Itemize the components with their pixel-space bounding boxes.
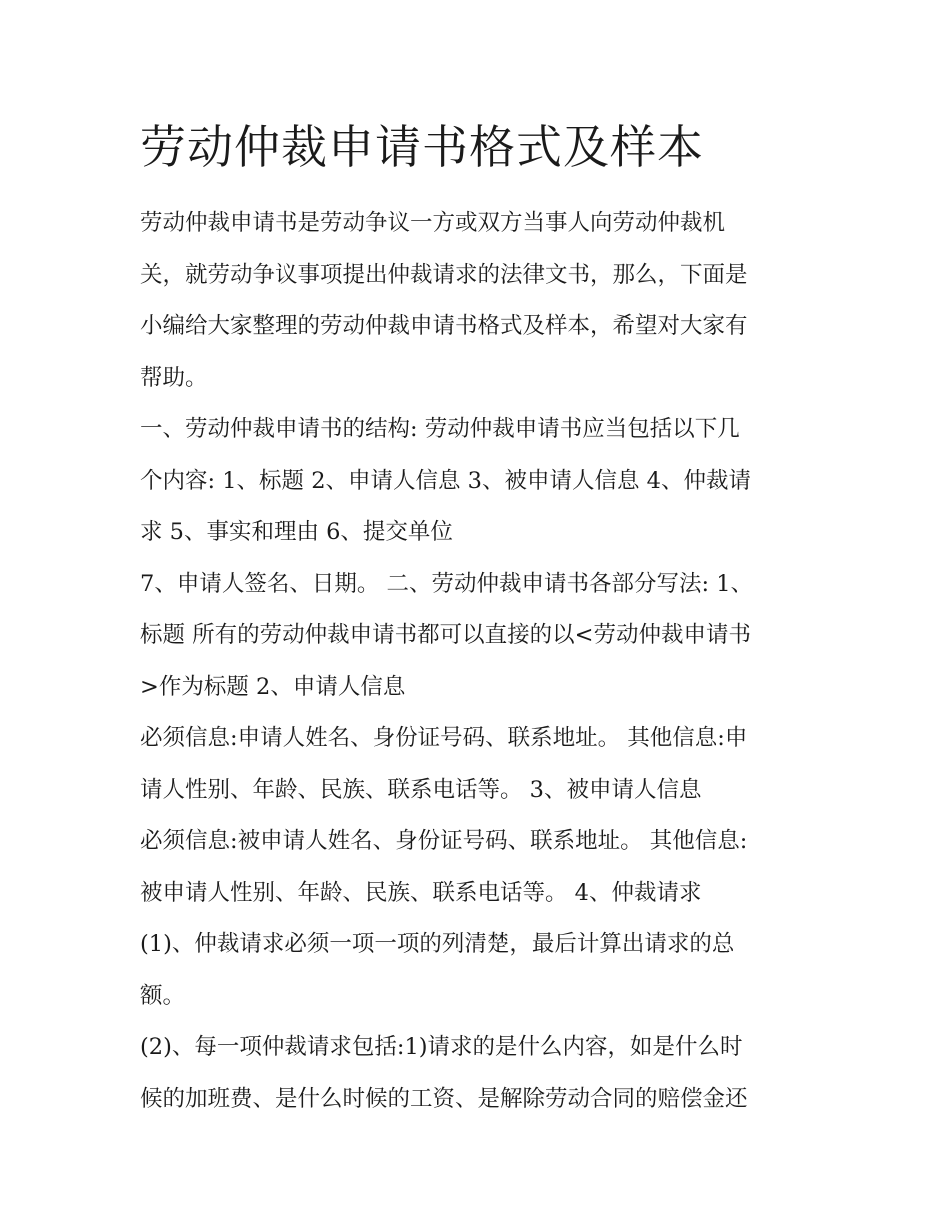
body-line: (2)、每一项仲裁请求包括:1)请求的是什么内容，如是什么时: [140, 1034, 743, 1060]
body-line: 必须信息:被申请人姓名、身份证号码、联系地址。 其他信息:: [140, 828, 748, 854]
document-body: [140, 198, 820, 1125]
body-line: 标题 所有的劳动仲裁申请书都可以直接的以<劳动仲裁申请书: [140, 622, 752, 648]
body-line: 候的加班费、是什么时候的工资、是解除劳动合同的赔偿金还: [140, 1085, 748, 1112]
document-title: 劳动仲裁申请书格式及样本: [140, 120, 704, 174]
body-line: 7、申请人签名、日期。 二、劳动仲裁申请书各部分写法: 1、: [140, 570, 754, 597]
body-line: 求 5、事实和理由 6、提交单位: [140, 519, 453, 545]
body-line: 必须信息:申请人姓名、身份证号码、联系地址。 其他信息:申: [140, 725, 748, 751]
body-line: 请人性别、年龄、民族、联系电话等。 3、被申请人信息: [140, 776, 702, 803]
body-line: (1)、仲裁请求必须一项一项的列清楚，最后计算出请求的总: [140, 931, 735, 957]
body-line: 劳动仲裁申请书是劳动争议一方或双方当事人向劳动仲裁机: [140, 210, 726, 236]
body-line: 帮助。: [140, 364, 208, 391]
body-line: 小编给大家整理的劳动仲裁申请书格式及样本，希望对大家有: [140, 313, 748, 339]
body-line: 额。: [140, 982, 186, 1009]
body-line: >作为标题 2、申请人信息: [140, 673, 406, 700]
body-line: 一、劳动仲裁申请书的结构: 劳动仲裁申请书应当包括以下几: [140, 416, 740, 442]
body-line: 个内容: 1、标题 2、申请人信息 3、被申请人信息 4、仲裁请: [140, 467, 751, 494]
body-line: 被申请人性别、年龄、民族、联系电话等。 4、仲裁请求: [140, 879, 702, 906]
body-line: 关，就劳动争议事项提出仲裁请求的法律文书，那么，下面是: [140, 261, 748, 288]
